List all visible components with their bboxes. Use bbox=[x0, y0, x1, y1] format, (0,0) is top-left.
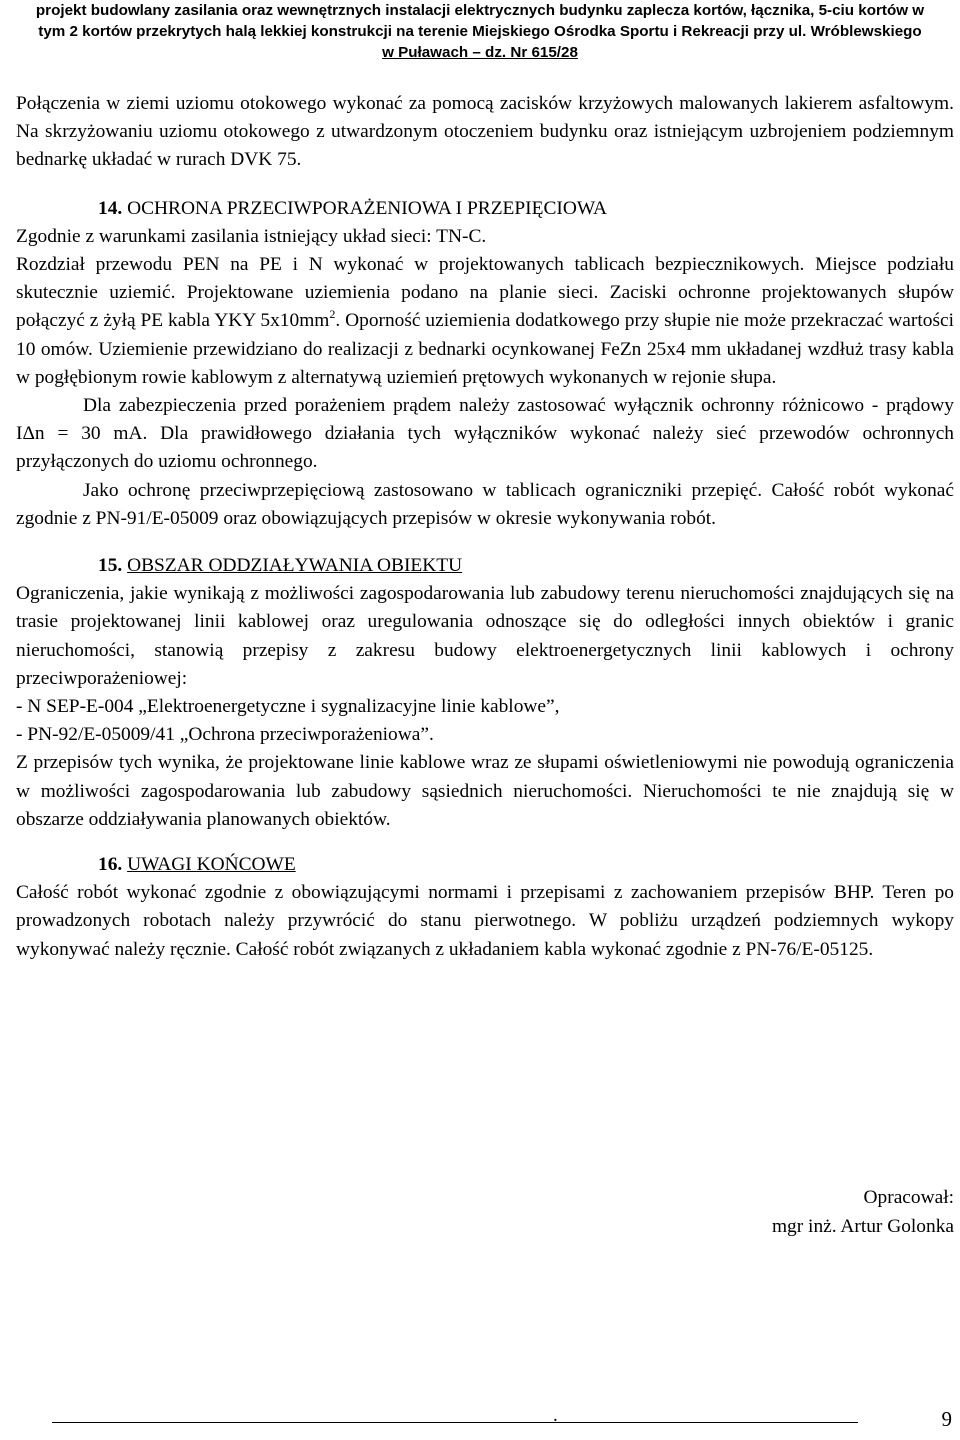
superscript: 2 bbox=[329, 307, 336, 322]
section-15-paragraph-1: Ograniczenia, jakie wynikają z możliwości zagospodarowania lub zabudowy terenu nieruchomości znajdujących się na trasie projektowanej linii kablowej oraz uregulowania odnoszące się do odległości innych obiektów i granic nieruchomości, stanowią przepisy z zakresu budowy elektroenergetycznych linii kablowych i ochrony przeciwporażeniowej: bbox=[16, 583, 954, 689]
signature-name: mgr inż. Artur Golonka bbox=[771, 1216, 954, 1237]
section-16-paragraph-1: Całość robót wykonać zgodnie z obowiązującymi normami i przepisami z zachowaniem przepisów BHP. Teren po prowadzonych robotach należy przywrócić do stanu pierwotnego. W pobliżu urządzeń podziemnych wykopy wykonywać należy ręcznie. Całość robót związanych z układaniem kabla wykonać zgodnie z PN-76/E-05125. bbox=[16, 882, 954, 960]
section-14-paragraph-1 bbox=[16, 251, 954, 392]
section-14-p1-text: Rozdział przewodu PEN na PE i N wykonać w projektowanych tablicach bezpiecznikowych. Miejsce podziału skutecznie uziemić. Projektowane uziemienia podano na planie sieci. Zaciski ochronne projektowanych słupów połączyć z żyłą PE kabla YKY 5x10mm bbox=[16, 254, 954, 332]
section-15-heading bbox=[16, 552, 954, 580]
header-line-2: tym 2 kortów przekrytych halą lekkiej konstrukcji na terenie Miejskiego Ośrodka Sportu i Rekreacji przy ul. Wróblewskiego bbox=[38, 23, 922, 40]
section-14-p1-continued: . Oporność uziemienia dodatkowego przy słupie nie może przekraczać wartości 10 omów. Uziemienie przewidziano do realizacji z bednarki ocynkowanej FeZn 25x4 mm układanej wzdłuż trasy kabla w pogłębionym rowie kablowym z alternatywą uziemień prętowych wykonanych w rejonie słupa. bbox=[16, 310, 954, 388]
header-line-1: projekt budowlany zasilania oraz wewnętrznych instalacji elektrycznych budynku zaplecza kortów, łącznika, 5-ciu kortów w bbox=[35, 2, 925, 19]
signature-block bbox=[772, 1183, 954, 1241]
section-16-title: UWAGI KOŃCOWE bbox=[127, 854, 296, 876]
section-15-number: 15. bbox=[98, 555, 123, 577]
page-header bbox=[8, 0, 952, 63]
section-14-line-a: Zgodnie z warunkami zasilania istniejący układ sieci: TN-C. bbox=[16, 225, 487, 247]
footer-rule bbox=[52, 1422, 858, 1423]
section-14-paragraph-2: Dla zabezpieczenia przed porażeniem prądem należy zastosować wyłącznik ochronny różnicowo - prądowy IΔn = 30 mA. Dla prawidłowego działania tych wyłączników wykonać należy sieć przewodów ochronnych przyłączonych do uziomu ochronnego. bbox=[16, 395, 954, 473]
footer-dot: . bbox=[553, 1405, 558, 1426]
header-line-3 bbox=[8, 42, 952, 63]
section-14-title: OCHRONA PRZECIWPORAŻENIOWA I PRZEPIĘCIOWA bbox=[127, 197, 608, 219]
section-15-list-item: - N SEP-E-004 „Elektroenergetyczne i sygnalizacyjne linie kablowe”, bbox=[16, 696, 560, 718]
section-15-list-item: - PN-92/E-05009/41 „Ochrona przeciwporażeniowa”. bbox=[16, 724, 434, 746]
section-15-title: OBSZAR ODDZIAŁYWANIA OBIEKTU bbox=[127, 555, 463, 577]
signature-label: Opracował: bbox=[863, 1187, 954, 1208]
section-14-heading bbox=[16, 195, 954, 223]
section-15-paragraph-2: Z przepisów tych wynika, że projektowane linie kablowe wraz ze słupami oświetleniowymi nie powodują ograniczenia w możliwości zagospodarowania lub zabudowy sąsiednich nieruchomości. Nieruchomości te nie znajdują się w obszarze oddziaływania planowanych obiektów. bbox=[16, 752, 954, 830]
intro-paragraph: Połączenia w ziemi uziomu otokowego wykonać za pomocą zacisków krzyżowych malowanych lakierem asfaltowym. Na skrzyżowaniu uziomu otokowego z utwardzonym otoczeniem budynku oraz istniejącym uzbrojeniem podziemnym bednarkę układać w rurach DVK 75. bbox=[16, 93, 954, 171]
section-14-number: 14. bbox=[98, 197, 123, 219]
section-14-paragraph-3: Jako ochronę przeciwprzepięciową zastosowano w tablicach ograniczniki przepięć. Całość robót wykonać zgodnie z PN-91/E-05009 oraz obowiązujących przepisów w okresie wykonywania robót. bbox=[16, 479, 954, 529]
document-body bbox=[16, 90, 954, 964]
header-location: w Puławach – dz. Nr 615/28 bbox=[382, 44, 578, 61]
page-number: 9 bbox=[941, 1407, 952, 1431]
section-16-number: 16. bbox=[98, 854, 123, 876]
section-16-heading bbox=[16, 851, 954, 879]
